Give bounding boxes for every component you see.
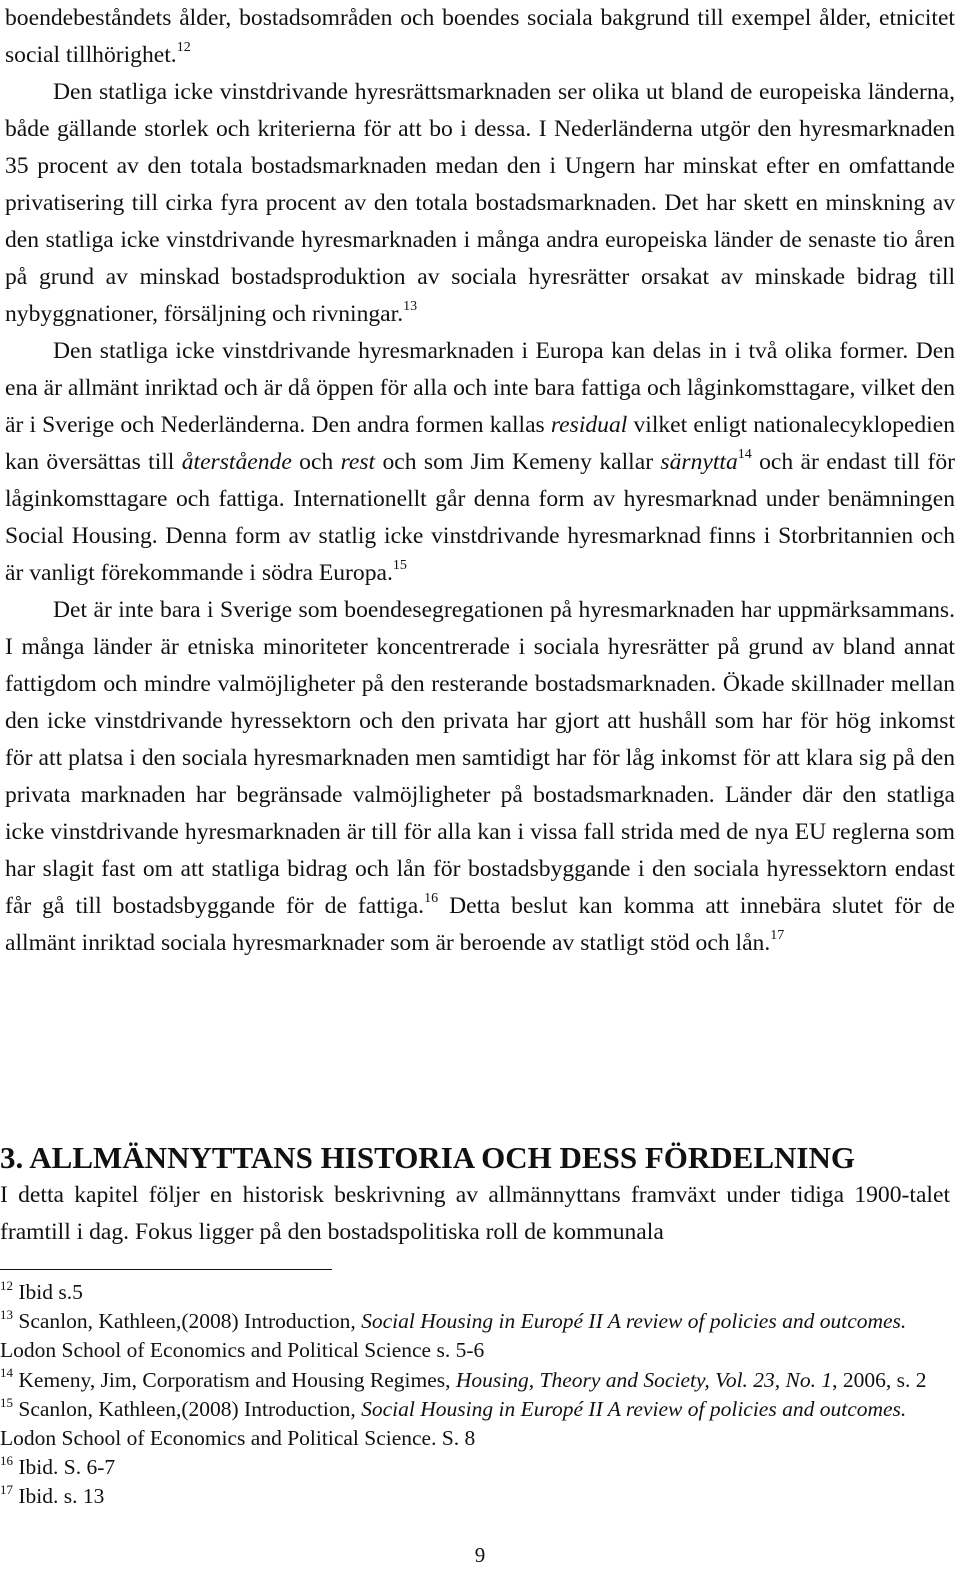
footnote (0, 1278, 950, 1307)
chapter-intro-paragraph: I detta kapitel följer en historisk beskrivning av allmännyttans framväxt under tidiga 1900-talet framtill i dag. Fokus ligger på den bostadspolitiska roll de kommunala (0, 1182, 950, 1245)
italic-term: Social Housing in Europé II A review of policies and outcomes. (361, 1396, 907, 1421)
text-run: och är endast till för låginkomsttagare och fattiga. Internationellt går denna form av hyresmarknad under benämningen Social Housing. Denna form av statlig icke vinstdrivande hyresmarknad finns i Storbritannien och är vanligt förekommande i södra Europa. (5, 449, 955, 586)
page-number: 9 (474, 1543, 486, 1567)
italic-term: Social Housing in Europé II A review of policies and outcomes. (361, 1309, 907, 1334)
text-run: Det är inte bara i Sverige som boendesegregationen på hyresmarknaden har uppmärksammans. I många länder är etniska minoriteter koncentrerade i sociala hyresrätter på grund av bland annat fattigdom och mindre valmöjligheter på den resterande bostadsmarknaden. Ökade skillnader mellan den icke vinstdrivande hyressektorn och den privata har gjort att hushåll som har för hög inkomst för att platsa i den sociala hyresmarknaden men samtidigt har för låg inkomst för att klara sig på den privata marknaden har begränsade valmöjligheter på bostadsmarknaden. Länder där den statliga icke vinstdrivande hyresmarknaden är till för alla kan i vissa fall strida med de nya EU reglerna som har slagit fast om att statliga bidrag och lån för bostadsbyggande i den sociala hyressektorn endast får gå till bostadsbyggande för de fattiga. (5, 597, 955, 919)
paragraph (5, 74, 955, 333)
footnote (0, 1307, 950, 1365)
footnote (0, 1395, 950, 1453)
text-run: och som Jim Kemeny kallar (375, 449, 661, 475)
footnote (0, 1482, 950, 1511)
footnote-ref: 14 (737, 447, 752, 463)
text-run: vilket enligt nationalecyklopedien kan översättas till (5, 412, 955, 475)
footnote-ref: 13 (403, 299, 418, 315)
italic-term: residual (550, 412, 628, 438)
footnote-number: 13 (0, 1307, 13, 1323)
chapter-heading: 3. ALLMÄNNYTTANS HISTORIA OCH DESS FÖRDELNING (0, 1140, 855, 1175)
italic-term: Housing, Theory and Society, Vol. 23, No. 1 (455, 1367, 833, 1392)
footnote-ref: 16 (424, 891, 439, 907)
footnote (0, 1453, 950, 1482)
paragraph (5, 333, 955, 592)
document-page (5, 0, 955, 962)
text-run: , 2006, s. 2 (832, 1367, 927, 1392)
text-run: och (291, 449, 341, 475)
footnote-ref: 15 (392, 558, 407, 574)
text-run: boendebeståndets ålder, bostadsområden och boendes sociala bakgrund till exempel ålder, etnicitet social tillhörighet. (5, 5, 955, 68)
text-run: Scanlon, Kathleen,(2008) Introduction, (13, 1309, 362, 1334)
footnote-number: 16 (0, 1453, 13, 1469)
body-text (5, 0, 955, 962)
footnote-number: 15 (0, 1394, 13, 1410)
italic-term: särnytta (660, 449, 738, 475)
footnotes (0, 1278, 950, 1512)
footnote (0, 1366, 950, 1395)
text-run: Lodon School of Economics and Political Science s. 5-6 (0, 1338, 485, 1363)
text-run: Ibid. S. 6-7 (13, 1455, 116, 1480)
text-run: Den statliga icke vinstdrivande hyresrättsmarknaden ser olika ut bland de europeiska länderna, både gällande storlek och kriterierna för att bo i dessa. I Nederländerna utgör den hyresmarknaden 35 procent av den totala bostadsmarknaden medan den i Ungern har minskat efter en omfattande privatisering till cirka fyra procent av den totala bostadsmarknaden. Det har skett en minskning av den statliga icke vinstdrivande hyresmarknaden i många andra europeiska länder de senaste tio åren på grund av minskad bostadsproduktion av sociala hyresrätter orsakat av minskade bidrag till nybyggnationer, försäljning och rivningar. (5, 79, 955, 327)
text-run: Den statliga icke vinstdrivande hyresmarknaden i Europa kan delas in i två olika former. Den ena är allmänt inriktad och är då öppen för alla och inte bara fattiga och låginkomsttagare, vilket den är i Sverige och Nederländerna. Den andra formen kallas (5, 338, 955, 438)
footnote-ref: 17 (770, 928, 785, 944)
text-run: Ibid s.5 (13, 1280, 83, 1304)
italic-term: återstående (181, 449, 292, 475)
text-run: Ibid. s. 13 (13, 1484, 105, 1509)
paragraph (5, 0, 955, 74)
footnote-ref: 12 (176, 40, 191, 56)
italic-term: rest (340, 449, 376, 475)
text-run: Detta beslut kan komma att innebära slutet för de allmänt inriktad sociala hyresmarknader som är beroende av statligt stöd och lån. (5, 893, 955, 956)
text-run: Lodon School of Economics and Political Science. S. 8 (0, 1426, 476, 1451)
footnote-separator (0, 1269, 332, 1270)
text-run: Scanlon, Kathleen,(2008) Introduction, (13, 1396, 362, 1421)
footnote-number: 14 (0, 1365, 13, 1381)
footnote-number: 17 (0, 1482, 13, 1498)
footnote-number: 12 (0, 1277, 13, 1293)
paragraph (5, 592, 955, 962)
text-run: Kemeny, Jim, Corporatism and Housing Regimes, (13, 1367, 456, 1392)
